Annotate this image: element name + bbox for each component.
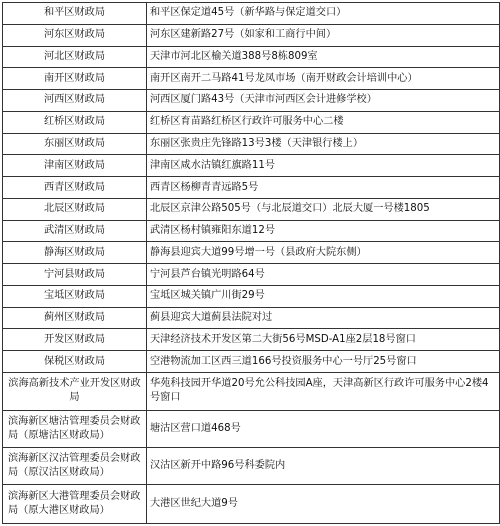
table-row xyxy=(3,308,499,330)
bureau-address-cell: 天津经济技术开发区第二大街56号MSD-A1座2层18号窗口 xyxy=(147,329,499,351)
bureau-address-cell: 河西区厦门路43号（天津市河西区会计进修学校） xyxy=(147,90,499,112)
table-row xyxy=(3,112,499,134)
bureau-address-cell: 空港物流加工区西三道166号投资服务中心一号厅25号窗口 xyxy=(147,351,499,373)
bureau-name-cell: 东丽区财政局 xyxy=(3,134,147,156)
bureau-name-cell: 开发区财政局 xyxy=(3,329,147,351)
bureau-address-cell: 东丽区张贵庄先锋路13号3楼（天津银行楼上） xyxy=(147,134,499,156)
table-row xyxy=(3,411,499,448)
table-row xyxy=(3,221,499,243)
table-row xyxy=(3,448,499,485)
bureau-address-cell: 津南区咸水沽镇红旗路11号 xyxy=(147,155,499,177)
bureau-name-cell: 静海区财政局 xyxy=(3,242,147,264)
bureau-address-cell: 河东区建新路27号（如家和工商行中间） xyxy=(147,25,499,47)
bureau-name-cell: 滨海新区大港管理委员会财政局（原大港区财政局） xyxy=(3,485,147,523)
finance-bureau-table-container xyxy=(2,2,498,524)
table-row xyxy=(3,25,499,47)
bureau-address-cell: 和平区保定道45号（新华路与保定道交口） xyxy=(147,3,499,25)
bureau-address-cell: 红桥区育苗路红桥区行政许可服务中心二楼 xyxy=(147,112,499,134)
bureau-name-cell: 保税区财政局 xyxy=(3,351,147,373)
table-row xyxy=(3,351,499,373)
bureau-name-cell: 滨海新区塘沽管理委员会财政局（原塘沽区财政局） xyxy=(3,411,147,448)
bureau-address-cell: 汉沽区新开中路96号科委院内 xyxy=(147,448,499,485)
table-row xyxy=(3,329,499,351)
bureau-name-cell: 和平区财政局 xyxy=(3,3,147,25)
bureau-name-cell: 南开区财政局 xyxy=(3,68,147,90)
finance-bureau-address-table xyxy=(2,2,500,524)
bureau-name-cell: 滨海新区汉沽管理委员会财政局（原汉沽区财政局） xyxy=(3,448,147,485)
table-row xyxy=(3,90,499,112)
table-row xyxy=(3,155,499,177)
table-row xyxy=(3,485,499,523)
bureau-address-cell: 静海县迎宾大道99号增一号（县政府大院东侧） xyxy=(147,242,499,264)
bureau-address-cell: 宁河县芦台镇光明路64号 xyxy=(147,264,499,286)
bureau-address-cell: 大港区世纪大道9号 xyxy=(150,498,238,510)
table-row xyxy=(3,286,499,308)
bureau-name-cell: 宁河县财政局 xyxy=(3,264,147,286)
bureau-name-cell: 滨海高新技术产业开发区财政局 xyxy=(3,373,147,410)
bureau-name-cell: 北辰区财政局 xyxy=(3,199,147,221)
bureau-address-cell: 西青区杨柳青青远路5号 xyxy=(147,177,499,199)
bureau-address-cell: 宝坻区城关镇广川街29号 xyxy=(147,286,499,308)
table-row xyxy=(3,242,499,264)
bureau-name-cell: 津南区财政局 xyxy=(3,155,147,177)
table-row xyxy=(3,199,499,221)
bureau-address-cell: 塘沽区营口道468号 xyxy=(147,411,499,448)
table-row xyxy=(3,134,499,156)
table-row xyxy=(3,373,499,410)
table-row xyxy=(3,177,499,199)
table-row xyxy=(3,47,499,69)
bureau-name-cell: 红桥区财政局 xyxy=(3,112,147,134)
table-row xyxy=(3,3,499,25)
bureau-address-cell: 武清区杨村镇雍阳东道12号 xyxy=(147,221,499,243)
table-row xyxy=(3,264,499,286)
bureau-name-cell: 西青区财政局 xyxy=(3,177,147,199)
bureau-name-cell: 河西区财政局 xyxy=(3,90,147,112)
bureau-address-cell: 蓟县迎宾大道蓟县法院对过 xyxy=(147,308,499,330)
bureau-name-cell: 蓟州区财政局 xyxy=(3,308,147,330)
bureau-name-cell: 河东区财政局 xyxy=(3,25,147,47)
bureau-address-cell: 天津市河北区榆关道388号8栋809室 xyxy=(147,47,499,69)
table-row xyxy=(3,68,499,90)
bureau-name-cell: 武清区财政局 xyxy=(3,221,147,243)
bureau-address-cell: 华苑科技园开华道20号允公科技园A座，天津高新区行政许可服务中心2楼4号窗口 xyxy=(147,373,499,410)
bureau-name-cell: 宝坻区财政局 xyxy=(3,286,147,308)
bureau-address-cell: 南开区南开二马路41号龙凤市场（南开财政会计培训中心） xyxy=(147,68,499,90)
bureau-address-cell: 北辰区京津公路505号（与北辰道交口）北辰大厦一号楼1805 xyxy=(147,199,499,221)
bureau-name-cell: 河北区财政局 xyxy=(3,47,147,69)
